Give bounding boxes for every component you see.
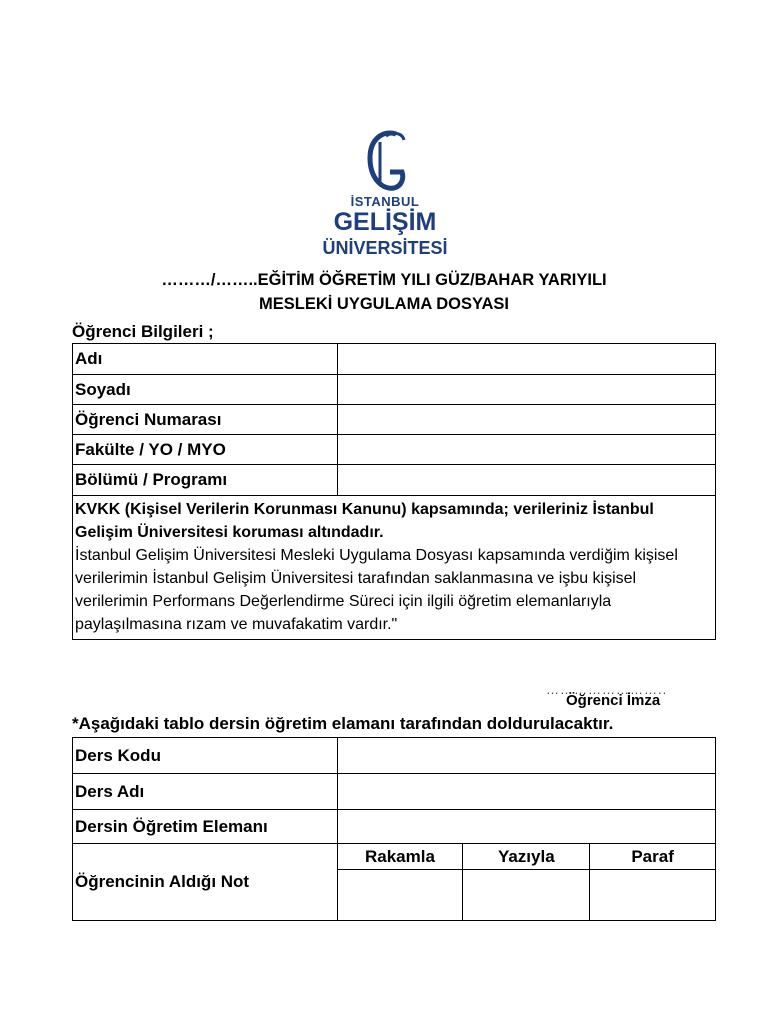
instructor-table (72, 737, 716, 921)
document-title-line1: ………/……..EĞİTİM ÖĞRETİM YILI GÜZ/BAHAR YARIYILI (161, 271, 607, 289)
kvkk-consent-text (73, 496, 716, 640)
kvkk-consent-body: İstanbul Gelişim Üniversitesi Mesleki Uygulama Dosyası kapsamında verdiğim kişisel verilerimin İstanbul Gelişim Üniversitesi tarafından saklanmasına ve işbu kişisel verilerimin Performans Değerlendirme Süreci için ilgili öğretim elemanlarıyla paylaşılmasına rızam ve muvafakatim vardır." (75, 547, 678, 633)
table-row (73, 435, 716, 465)
table-row (73, 375, 716, 405)
table-row (73, 774, 716, 810)
course-name-field[interactable] (337, 774, 715, 810)
department-field[interactable] (337, 465, 715, 496)
row-label-course-name: Ders Adı (73, 774, 338, 810)
signature-line[interactable]: …………………….. (546, 682, 668, 697)
student-info-table (72, 343, 716, 640)
row-label-instructor: Dersin Öğretim Elemanı (73, 810, 338, 844)
row-label-name: Adı (73, 344, 338, 375)
instructor-section-label: *Aşağıdaki tablo dersin öğretim elamanı tarafından doldurulacaktır. (72, 714, 614, 733)
table-row (73, 844, 716, 870)
faculty-field[interactable] (337, 435, 715, 465)
logo-text-universitesi: ÜNİVERSİTESİ (322, 238, 448, 258)
grade-header-initials: Paraf (590, 844, 716, 870)
grade-header-written: Yazıyla (463, 844, 590, 870)
logo-emblem-icon (362, 128, 408, 194)
row-label-grade: Öğrencinin Aldığı Not (73, 844, 338, 921)
document-title-line2: MESLEKİ UYGULAMA DOSYASI (259, 295, 509, 313)
table-row (73, 810, 716, 844)
student-number-field[interactable] (337, 405, 715, 435)
logo-text-istanbul: İSTANBUL (350, 194, 420, 209)
row-label-surname: Soyadı (73, 375, 338, 405)
table-row (73, 405, 716, 435)
signature-label: Öğrenci İmza (566, 692, 661, 709)
grade-written-field[interactable] (463, 870, 590, 921)
logo-text-gelisim: GELİŞİM (333, 208, 437, 236)
kvkk-row (73, 496, 716, 640)
row-label-department: Bölümü / Programı (73, 465, 338, 496)
instructor-field[interactable] (337, 810, 715, 844)
course-code-field[interactable] (337, 738, 715, 774)
grade-initials-field[interactable] (590, 870, 716, 921)
name-field[interactable] (337, 344, 715, 375)
table-row (73, 465, 716, 496)
row-label-student-number: Öğrenci Numarası (73, 405, 338, 435)
kvkk-bold-statement: KVKK (Kişisel Verilerin Korunması Kanunu) kapsamında; verileriniz İstanbul Gelişim Üniversitesi koruması altındadır. (75, 501, 654, 541)
row-label-faculty: Fakülte / YO / MYO (73, 435, 338, 465)
grade-numeric-field[interactable] (337, 870, 463, 921)
surname-field[interactable] (337, 375, 715, 405)
student-info-label: Öğrenci Bilgileri ; (72, 322, 214, 341)
grade-header-numeric: Rakamla (337, 844, 463, 870)
university-logo (318, 122, 452, 262)
table-row (73, 738, 716, 774)
table-row (73, 344, 716, 375)
row-label-course-code: Ders Kodu (73, 738, 338, 774)
